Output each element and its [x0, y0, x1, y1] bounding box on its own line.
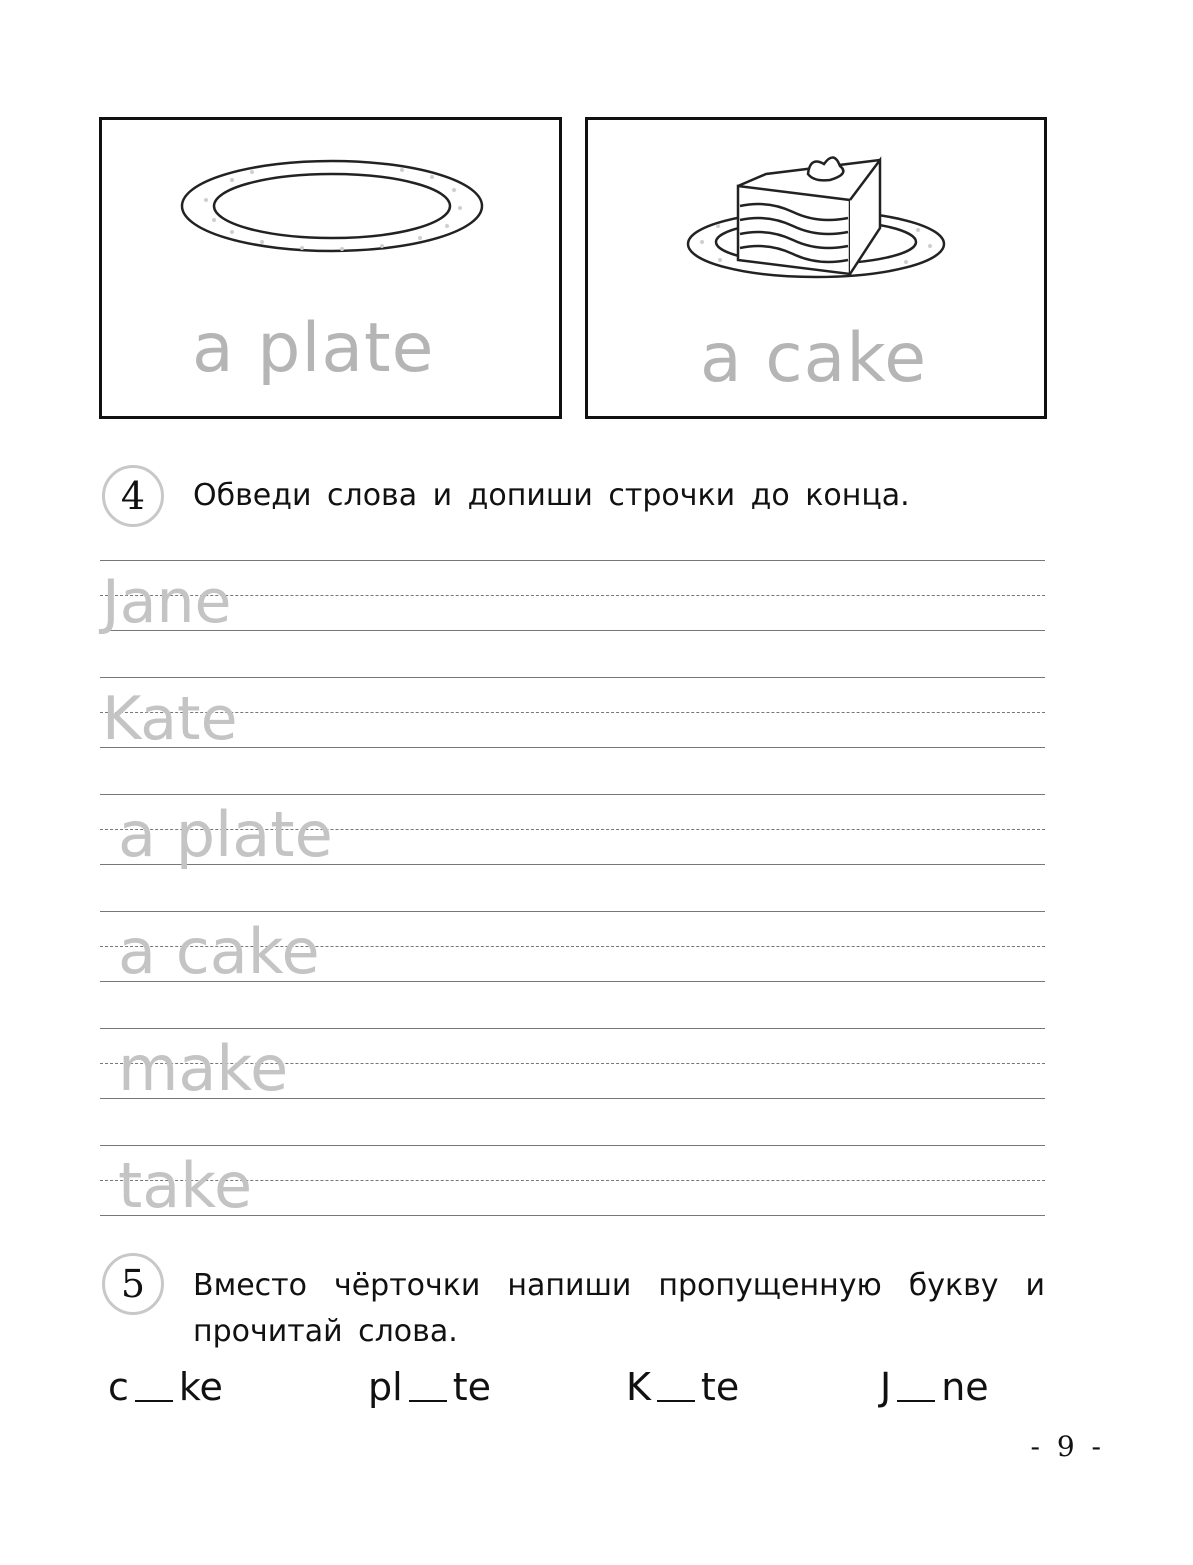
word-end: te — [452, 1365, 491, 1409]
rule-line — [100, 1028, 1045, 1029]
fill-in-word — [880, 1362, 989, 1412]
word-end: te — [700, 1365, 740, 1409]
copybook-row[interactable] — [100, 560, 1045, 677]
word-start: pl — [368, 1365, 403, 1409]
copybook-row[interactable] — [100, 794, 1045, 911]
letter-blank[interactable] — [897, 1400, 935, 1402]
copybook-row[interactable] — [100, 677, 1045, 794]
rule-line — [100, 560, 1045, 561]
picture-card-plate — [99, 117, 562, 419]
copybook-row[interactable] — [100, 1145, 1045, 1262]
word-start: c — [108, 1365, 129, 1409]
word-end: ne — [941, 1365, 989, 1409]
task-number-badge: 5 — [102, 1253, 164, 1315]
picture-caption: a plate — [192, 309, 435, 388]
dashed-midline — [100, 595, 1045, 596]
trace-word: a cake — [118, 915, 320, 988]
task-number-badge: 4 — [102, 465, 164, 527]
rule-line — [100, 911, 1045, 912]
letter-blank[interactable] — [135, 1400, 173, 1402]
word-start: K — [626, 1365, 651, 1409]
fill-in-word — [368, 1362, 491, 1412]
trace-word: Jane — [102, 567, 232, 637]
task-instruction: Обведи слова и допиши строчки до конца. — [193, 478, 910, 513]
trace-word: Kate — [102, 684, 238, 754]
fill-in-word — [108, 1362, 223, 1412]
rule-line — [100, 1145, 1045, 1146]
trace-word: a plate — [118, 798, 333, 871]
word-start: J — [880, 1365, 892, 1409]
fill-in-words — [108, 1362, 1028, 1412]
picture-card-cake — [585, 117, 1047, 419]
word-end: ke — [178, 1365, 223, 1409]
letter-blank[interactable] — [657, 1400, 695, 1402]
picture-caption: a cake — [700, 319, 928, 398]
page-number: - 9 - — [1030, 1430, 1105, 1463]
copybook-row[interactable] — [100, 911, 1045, 1028]
task-instruction: Вместо чёрточки напиши пропущенную букву и прочитай слова. — [193, 1268, 1045, 1349]
trace-word: make — [118, 1032, 289, 1105]
rule-line — [100, 747, 1045, 748]
rule-line — [100, 630, 1045, 631]
copybook-row[interactable] — [100, 1028, 1045, 1145]
letter-blank[interactable] — [409, 1400, 447, 1402]
copybook-lines — [100, 560, 1045, 1262]
rule-line — [100, 677, 1045, 678]
fill-in-word — [626, 1362, 739, 1412]
rule-line — [100, 794, 1045, 795]
trace-word: take — [118, 1149, 253, 1222]
dashed-midline — [100, 712, 1045, 713]
